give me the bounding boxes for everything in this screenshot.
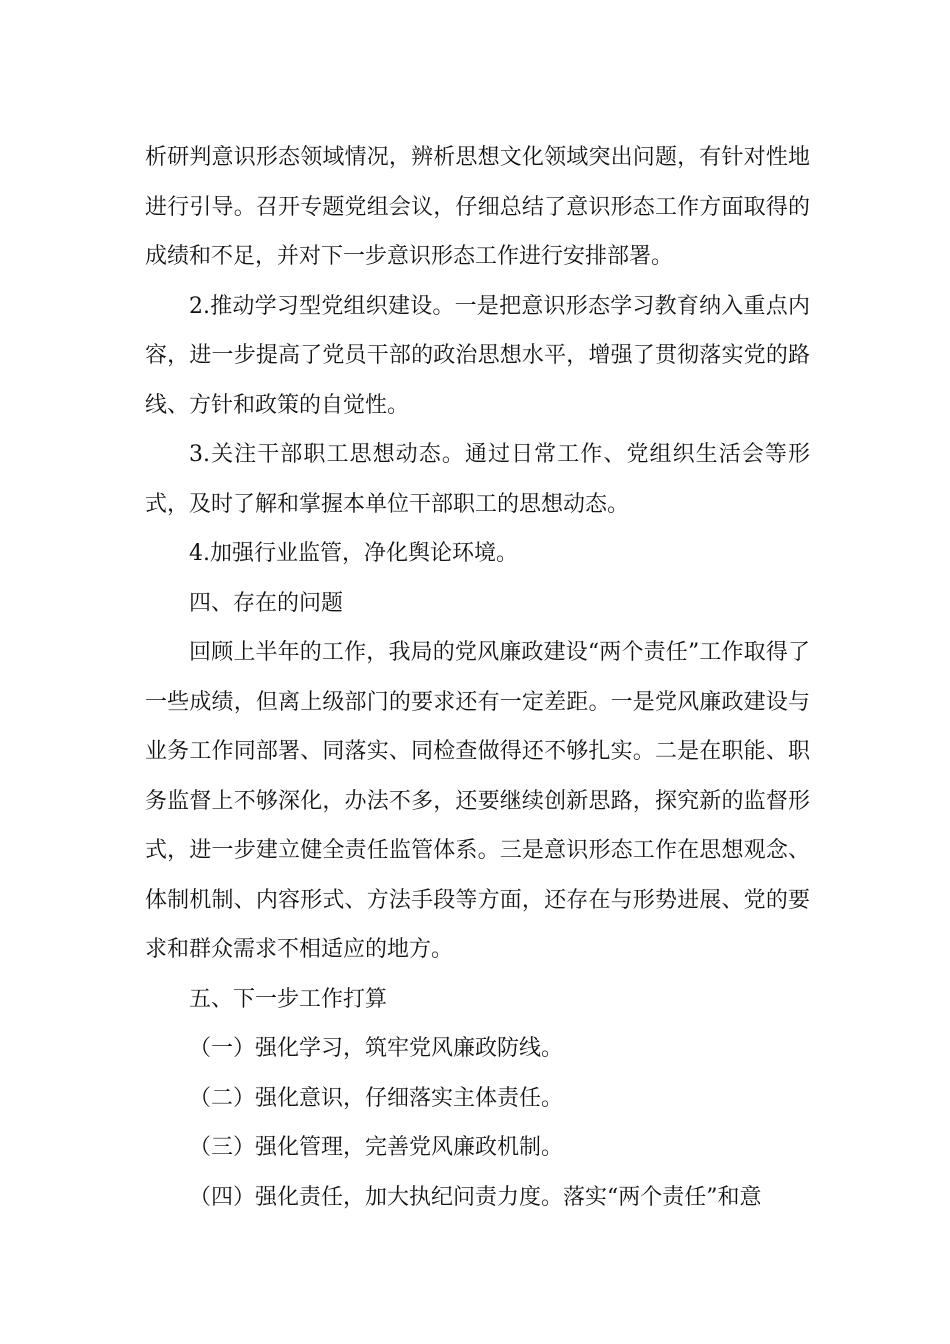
- paragraph-problems: 回顾上半年的工作，我局的党风廉政建设“两个责任”工作取得了一些成绩，但离上级部门的要求还有一定差距。一是党风廉政建设与业务工作同部署、同落实、同检查做得还不够扎实。二是在职能、职务监督上不够深化，办法不多，还要继续创新思路，探究新的监督形式，进一步建立健全责任监管体系。三是意识形态工作在思想观念、体制机制、内容形式、方法手段等方面，还存在与形势进展、党的要求和群众需求不相适应的地方。: [145, 640, 810, 962]
- paragraph-item-2: 2.推动学习型党组织建设。一是把意识形态学习教育纳入重点内容，进一步提高了党员干部的政治思想水平，增强了贯彻落实党的路线、方针和政策的自觉性。: [145, 293, 810, 418]
- list-item-2: （二）强化意识，仔细落实主体责任。: [189, 1085, 564, 1111]
- paragraph-item-3: 3.关注干部职工思想动态。通过日常工作、党组织生活会等形式，及时了解和掌握本单位干部职工的思想动态。: [145, 442, 810, 517]
- paragraph-continued: 析研判意识形态领域情况，辨析思想文化领域突出问题，有针对性地进行引导。召开专题党组会议，仔细总结了意识形态工作方面取得的成绩和不足，并对下一步意识形态工作进行安排部署。: [145, 145, 810, 269]
- document-body: [145, 133, 810, 1222]
- paragraph-item-4: 4.加强行业监管，净化舆论环境。: [189, 541, 518, 566]
- list-item-3: （三）强化管理，完善党风廉政机制。: [189, 1135, 564, 1160]
- list-item-1: （一）强化学习，筑牢党风廉政防线。: [189, 1036, 564, 1061]
- section-heading-next-steps: 五、下一步工作打算: [189, 986, 388, 1012]
- section-heading-problems: 四、存在的问题: [189, 590, 344, 616]
- list-item-4: （四）强化责任，加大执纪问责力度。落实“两个责任”和意: [189, 1184, 762, 1210]
